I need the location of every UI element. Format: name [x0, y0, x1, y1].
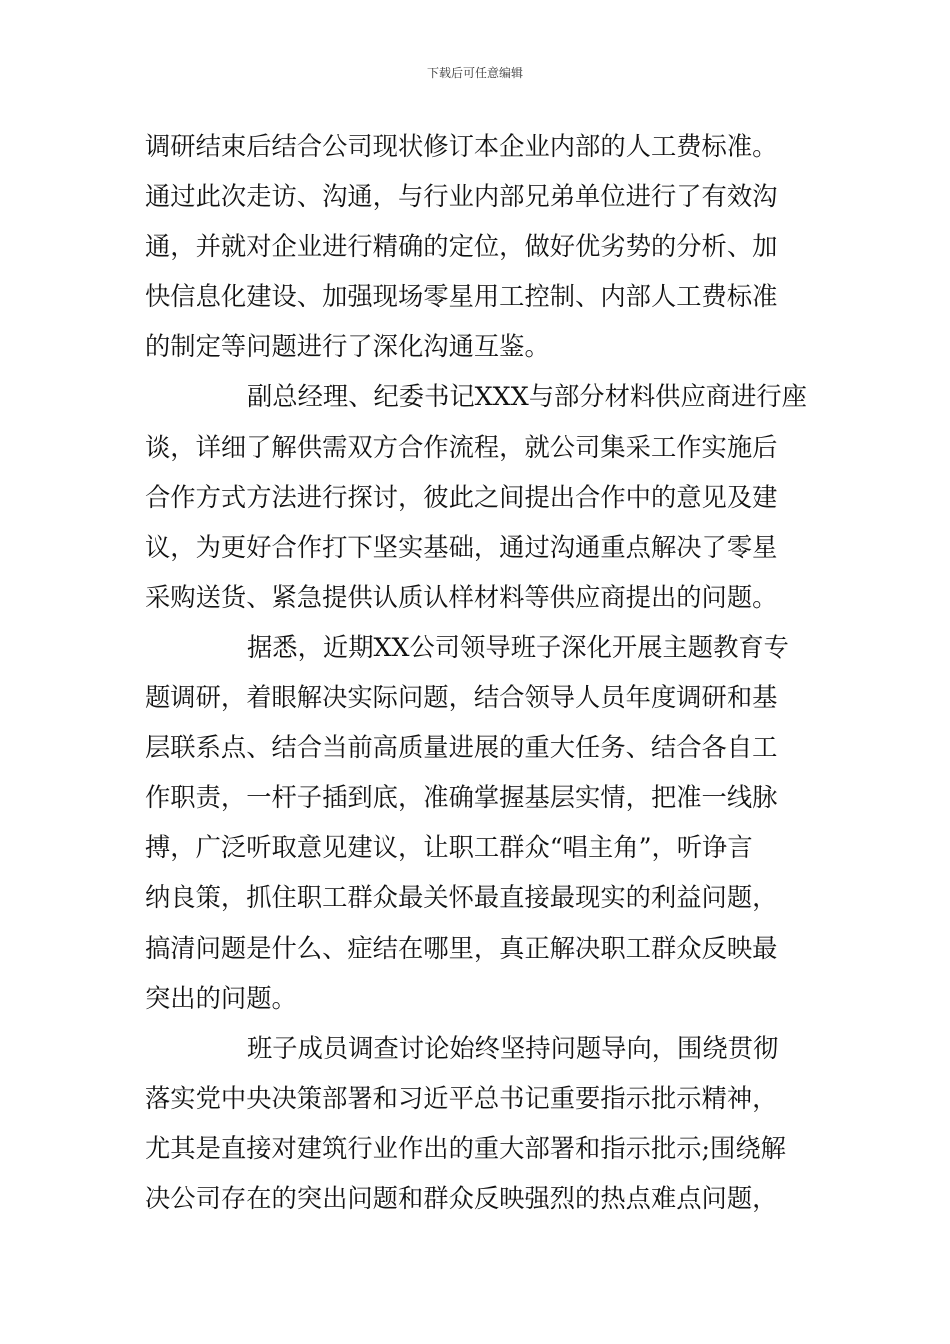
paragraph — [145, 372, 805, 622]
paragraph-line: 纳良策，抓住职工群众最关怀最直接最现实的利益问题， — [145, 883, 778, 913]
paragraph-line: 尤其是直接对建筑行业作出的重大部署和指示批示;围绕解 — [145, 1133, 786, 1163]
paragraph-line: 合作方式方法进行探讨，彼此之间提出合作中的意见及建 — [145, 482, 778, 512]
paragraph-line: 突出的问题。 — [145, 983, 297, 1013]
paragraph-line: 通，并就对企业进行精确的定位，做好优劣势的分析、加 — [145, 232, 778, 262]
paragraph-line: 作职责，一杆子插到底，准确掌握基层实情，把准一线脉 — [145, 783, 778, 813]
paragraph-line: 决公司存在的突出问题和群众反映强烈的热点难点问题， — [145, 1183, 778, 1213]
paragraph-line: 快信息化建设、加强现场零星用工控制、内部人工费标准 — [145, 282, 778, 312]
paragraph-line: 据悉，近期XX公司领导班子深化开展主题教育专 — [247, 632, 789, 662]
paragraph — [145, 122, 805, 372]
paragraph-line: 班子成员调查讨论始终坚持问题导向，围绕贯彻 — [247, 1033, 779, 1063]
paragraph — [145, 623, 805, 1024]
paragraph-line: 采购送货、紧急提供认质认样材料等供应商提出的问题。 — [145, 582, 778, 612]
paragraph-line: 的制定等问题进行了深化沟通互鉴。 — [145, 332, 550, 362]
paragraph-line: 调研结束后结合公司现状修订本企业内部的人工费标准。 — [145, 132, 778, 161]
paragraph-line: 落实党中央决策部署和习近平总书记重要指示批示精神， — [145, 1083, 778, 1113]
paragraph-line: 搏，广泛听取意见建议，让职工群众“唱主角”，听诤言 — [145, 833, 753, 863]
paragraph-line: 副总经理、纪委书记XXX与部分材料供应商进行座 — [247, 382, 807, 412]
paragraph-line: 议，为更好合作打下坚实基础，通过沟通重点解决了零星 — [145, 532, 778, 562]
document-body — [145, 122, 805, 1224]
paragraph-line: 搞清问题是什么、症结在哪里，真正解决职工群众反映最 — [145, 933, 778, 963]
paragraph-line: 谈，详细了解供需双方合作流程，就公司集采工作实施后 — [145, 432, 778, 462]
paragraph-line: 通过此次走访、沟通，与行业内部兄弟单位进行了有效沟 — [145, 182, 778, 212]
paragraph-line: 层联系点、结合当前高质量进展的重大任务、结合各自工 — [145, 733, 778, 763]
header-note: 下载后可任意编辑 — [426, 66, 523, 80]
paragraph — [145, 1024, 805, 1224]
paragraph-line: 题调研，着眼解决实际问题，结合领导人员年度调研和基 — [145, 683, 778, 713]
